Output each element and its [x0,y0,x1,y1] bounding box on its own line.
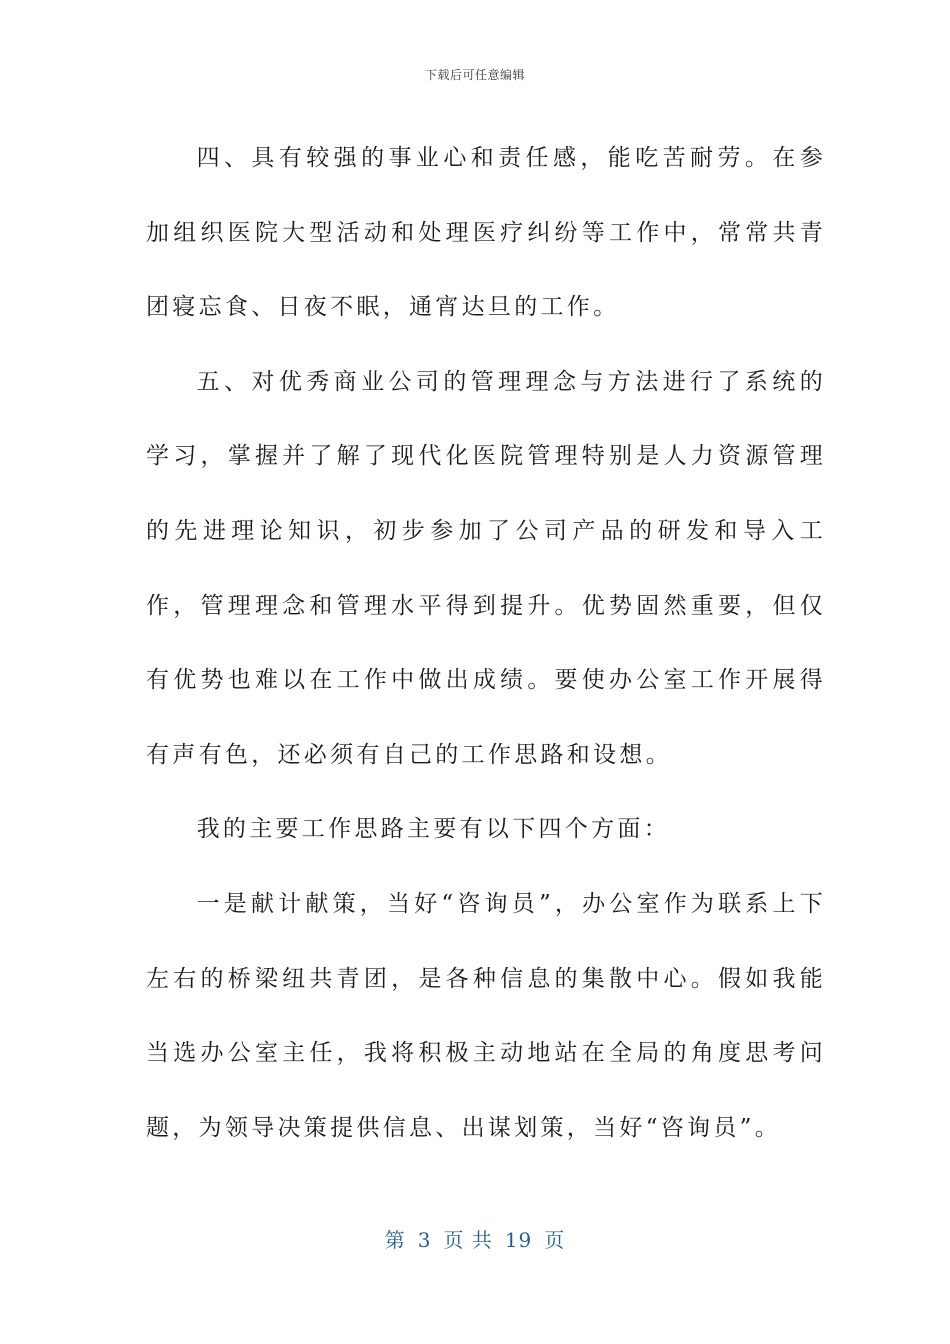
footer-page-number: 3 [417,1228,432,1252]
paragraph: 我的主要工作思路主要有以下四个方面： [196,816,670,843]
document-body [146,121,826,1165]
footer-total-pages: 19 [504,1228,533,1252]
paragraph: 四、具有较强的事业心和责任感，能吃苦耐劳。在参加组织医院大型活动和处理医疗纠纷等工作中，常常共青团寝忘食、日夜不眠，通宵达旦的工作。 [146,145,826,321]
paragraph: 五、对优秀商业公司的管理理念与方法进行了系统的学习，掌握并了解了现代化医院管理特别是人力资源管理的先进理论知识，初步参加了公司产品的研发和导入工作，管理理念和管理水平得到提升。优势固然重要，但仅有优势也难以在工作中做出成绩。要使办公室工作开展得有声有色，还必须有自己的工作思路和设想。 [146,368,826,768]
footer-middle: 页 共 [443,1228,493,1252]
header-note: 下载后可任意编辑 [424,68,525,82]
page-footer [0,1224,950,1253]
paragraph: 一是献计献策，当好“咨询员”，办公室作为联系上下左右的桥梁纽共青团，是各种信息的集散中心。假如我能当选办公室主任，我将积极主动地站在全局的角度思考问题，为领导决策提供信息、出谋划策，当好“咨询员”。 [146,890,826,1141]
footer-prefix: 第 [384,1228,406,1252]
footer-suffix: 页 [544,1228,566,1252]
